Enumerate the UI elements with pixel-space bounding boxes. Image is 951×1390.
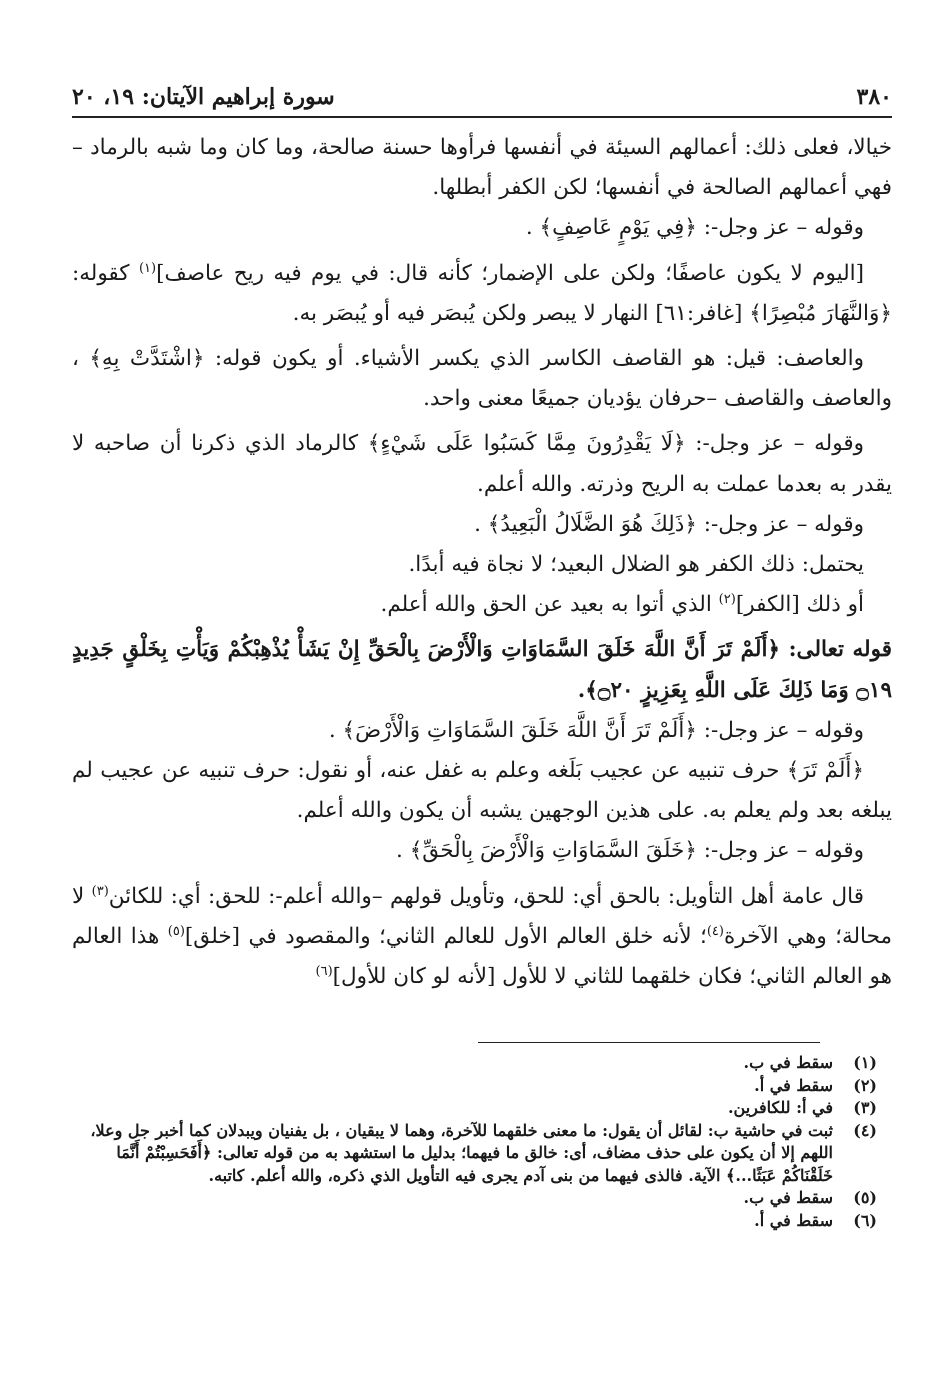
- paragraph: [72, 877, 892, 998]
- page-number: ٣٨٠: [856, 84, 892, 110]
- verse-label: قوله تعالى:: [788, 637, 892, 663]
- footnote-text: ثبت في حاشية ب: لقائل أن يقول: ما معنى خلقهما للآخرة، وهما لا يبقيان ، بل يفنيان ويبدلان كما أخبر جل وعلا، اللهم إلا أن يكون على حذف مضاف، أى: خالق ما فيهما؛ بدليل ما استشهد به من قوله تعالى: ﴿أَفَحَسِبْتُمْ أَنَّمَا خَلَقْنَاكُمْ عَبَثًا...﴾ الآية. فالذى فيهما من بنى آدم يجرى فيه التأويل الذي ذكره، والله أعلم. كاتبه.: [90, 1120, 833, 1185]
- footnote-text: سقط في ب.: [743, 1188, 833, 1207]
- paragraph: وقوله – عز وجل-: ﴿أَلَمْ تَرَ أَنَّ اللَّهَ خَلَقَ السَّمَاوَاتِ وَالْأَرْضَ﴾ .: [328, 717, 864, 743]
- paragraph-text: هذا العالم هو العالم الثاني؛ فكان خلقهما للثاني لا للأول [لأنه لو كان للأول]: [72, 923, 892, 990]
- footnote-ref: (١): [138, 260, 157, 276]
- footnote-ref: (٥): [167, 923, 185, 939]
- paragraph-text: الذي أتوا به بعيد عن الحق والله أعلم.: [380, 592, 719, 618]
- footnote-text: سقط في أ.: [754, 1075, 833, 1095]
- paragraph: يحتمل: ذلك الكفر هو الضلال البعيد؛ لا نجاة فيه أبدًا.: [408, 552, 864, 578]
- footnote-ref: (٣): [91, 883, 109, 899]
- paragraph-text: قال عامة أهل التأويل: بالحق أي: للحق، وتأويل قولهم –والله أعلم-: للحق: أي: للكائن: [108, 883, 864, 909]
- footnote: [72, 1210, 877, 1233]
- running-title: سورة إبراهيم الآيتان: ١٩، ٢٠: [72, 84, 335, 110]
- paragraph: وقوله – عز وجل-: ﴿فِي يَوْمٍ عَاصِفٍ﴾ .: [525, 215, 864, 241]
- paragraph-text: كقوله: ﴿وَالنَّهَارَ مُبْصِرًا﴾ [غافر:٦١] النهار لا يبصر ولكن يُبصَر فيه أو يُبصَر به.: [72, 260, 892, 326]
- verse-text: ﴿أَلَمْ تَرَ أَنَّ اللَّهَ خَلَقَ السَّمَاوَاتِ وَالْأَرْضَ بِالْحَقِّ إِنْ يَشَأْ يُذْهِبْكُمْ وَيَأْتِ بِخَلْقٍ جَدِيدٍ ۝١٩ وَمَا ذَلِكَ عَلَى اللَّهِ بِعَزِيزٍ ۝٢٠﴾.: [72, 637, 892, 703]
- page-header: [72, 70, 892, 110]
- footnote-text: سقط في ب.: [743, 1053, 833, 1072]
- footnote-ref: (٦): [315, 963, 333, 979]
- footnote-number: (٣): [853, 1098, 877, 1117]
- footnote-ref: (٢): [718, 592, 736, 608]
- paragraph-text: لا محالة؛ وهي الآخرة: [72, 883, 892, 949]
- quran-verse-heading: [72, 630, 892, 710]
- footnotes: [72, 1052, 877, 1232]
- paragraph-text: [اليوم لا يكون عاصفًا؛ ولكن على الإضمار؛ كأنه قال: في يوم فيه ريح عاصف]: [156, 260, 864, 286]
- paragraph: والعاصف: قيل: هو القاصف الكاسر الذي يكسر الأشياء. أو يكون قوله: ﴿اشْتَدَّتْ بِهِ﴾ ، والعاصف والقاصف –حرفان يؤديان جميعًا معنى واحد.: [72, 346, 892, 412]
- footnote: [72, 1052, 877, 1075]
- footnote-text: سقط في أ.: [754, 1210, 833, 1230]
- footnote-text: في أ: للكافرين.: [727, 1098, 833, 1117]
- footnote: [72, 1187, 877, 1210]
- footnote-ref: (٤): [706, 923, 724, 939]
- paragraph: وقوله – عز وجل-: ﴿ذَلِكَ هُوَ الضَّلَالُ الْبَعِيدُ﴾ .: [474, 511, 864, 537]
- footnote: [72, 1120, 877, 1188]
- paragraph-text: ؛ لأنه خلق العالم الأول للعالم الثاني؛ والمقصود في [خلق]: [184, 923, 707, 949]
- footnote-number: (٥): [853, 1188, 877, 1207]
- paragraph: خيالا، فعلى ذلك: أعمالهم السيئة في أنفسها فرأوها حسنة صالحة، وما كان وما شبه بالرماد – فهي أعمالهم الصالحة في أنفسها؛ لكن الكفر أبطلها.: [72, 135, 892, 201]
- paragraph-text: أو ذلك [الكفر]: [735, 592, 864, 618]
- footnote-divider: [478, 1042, 820, 1043]
- footnote-number: (٤): [853, 1120, 877, 1140]
- footnote: [72, 1097, 877, 1120]
- footnote: [72, 1075, 877, 1098]
- paragraph: [72, 254, 892, 334]
- paragraph: [72, 585, 892, 625]
- paragraph: وقوله – عز وجل-: ﴿خَلَقَ السَّمَاوَاتِ وَالْأَرْضَ بِالْحَقِّ﴾ .: [396, 838, 864, 864]
- header-divider: [72, 116, 892, 118]
- footnote-number: (٦): [853, 1210, 877, 1230]
- paragraph: ﴿أَلَمْ تَرَ﴾ حرف تنبيه عن عجيب بَلَغه وعلم به غفل عنه، أو نقول: حرف تنبيه عن عجيب لم يبلغه بعد ولم يعلم به. على هذين الوجهين يشبه أن يكون والله أعلم.: [72, 758, 892, 824]
- footnote-number: (١): [853, 1053, 877, 1072]
- paragraph: وقوله – عز وجل-: ﴿لَا يَقْدِرُونَ مِمَّا كَسَبُوا عَلَى شَيْءٍ﴾ كالرماد الذي ذكرنا أن صاحبه لا يقدر به بعدما عملت به الريح وذرته. والله أعلم.: [72, 431, 892, 497]
- footnote-number: (٢): [853, 1075, 877, 1095]
- main-text: [72, 128, 892, 997]
